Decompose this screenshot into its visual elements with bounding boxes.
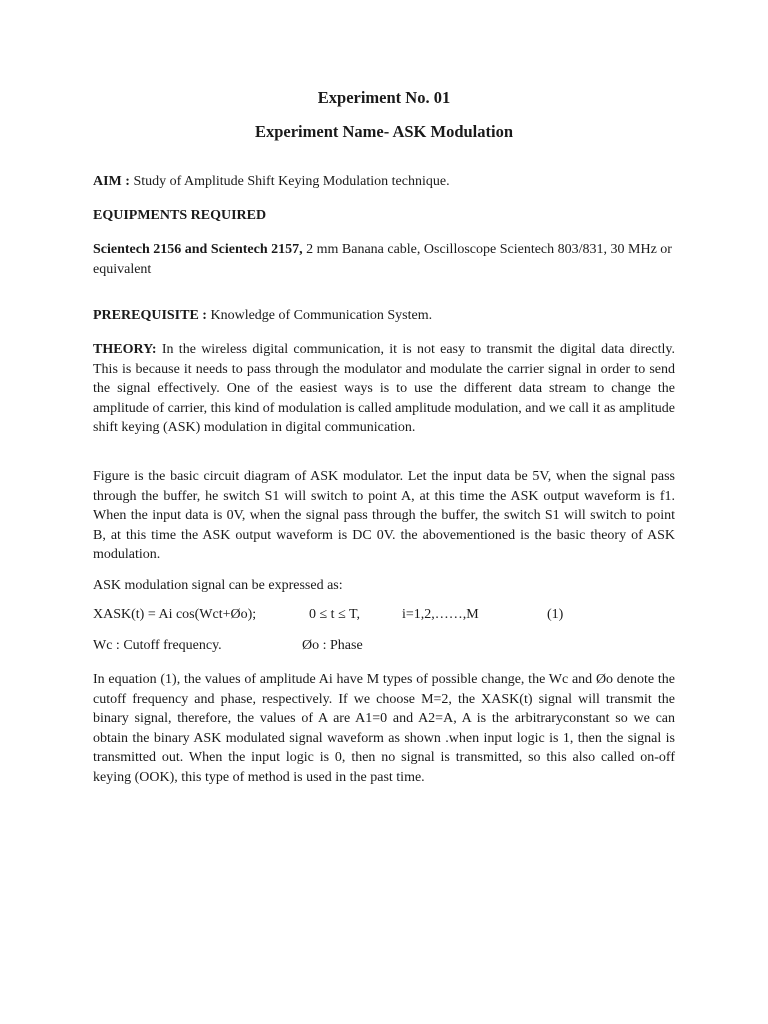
- aim-text: Study of Amplitude Shift Keying Modulation technique.: [133, 174, 450, 189]
- equipment-heading: EQUIPMENTS REQUIRED: [93, 208, 267, 223]
- aim-label: AIM :: [93, 174, 130, 189]
- theory-label: THEORY:: [93, 342, 157, 357]
- equipment-list: [93, 240, 675, 279]
- equipment-items: 2 mm Banana cable, Oscilloscope Scientech 803/831, 30 MHz or equivalent: [93, 242, 672, 277]
- phase-definition: Øo : Phase: [302, 638, 363, 653]
- theory-paragraph: [93, 340, 675, 438]
- experiment-name: Experiment Name- ASK Modulation: [254, 122, 514, 141]
- equation-explanation-paragraph: In equation (1), the values of amplitude Ai have M types of possible change, the Wc and Øo denote the cutoff frequency and phase, respectively. If we choose M=2, the XASK(t) signal will transmit the binary signal, therefore, the values of A are A1=0 and A2=A, A is the arbitraryconstant so we can obtain the binary ASK modulated signal waveform as shown .when input logic is 1, then the signal is transmitted out. When the input logic is 0, then no signal is transmitted, so this also called on-off keying (OOK), this type of method is used in the past time.: [93, 672, 675, 785]
- wc-definition: Wc : Cutoff frequency.: [93, 638, 222, 653]
- theory-text: In the wireless digital communication, it is not easy to transmit the digital data directly. This is because it needs to pass through the modulator and modulate the carrier signal in order to send the signal effectively. One of the easiest ways is to use the different data stream to change the amplitude of carrier, this kind of modulation is called amplitude modulation, and we call it as amplitude shift keying (ASK) modulation in digital communication.: [93, 342, 676, 435]
- expression-intro: ASK modulation signal can be expressed as:: [93, 578, 343, 593]
- circuit-paragraph: Figure is the basic circuit diagram of ASK modulator. Let the input data be 5V, when the signal pass through the buffer, he switch S1 will switch to point A, at this time the ASK output waveform is f1. When the input data is 0V, when the signal pass through the buffer, the switch S1 will switch to point B, at this time the ASK output waveform is DC 0V. the abovementioned is the basic theory of ASK modulation.: [93, 469, 675, 562]
- equation-index: i=1,2,……,M: [402, 607, 479, 622]
- prerequisite-text: Knowledge of Communication System.: [210, 308, 433, 323]
- equation-range: 0 ≤ t ≤ T,: [309, 607, 361, 622]
- prerequisite-label: PREREQUISITE :: [93, 308, 207, 323]
- aim-section: [93, 172, 675, 192]
- equation-number: (1): [547, 607, 564, 622]
- equipment-models: Scientech 2156 and Scientech 2157,: [93, 242, 303, 257]
- equation-lhs: XASK(t) = Ai cos(Wct+Øo);: [93, 607, 257, 622]
- prerequisite-section: [93, 306, 675, 326]
- experiment-number: Experiment No. 01: [317, 88, 451, 107]
